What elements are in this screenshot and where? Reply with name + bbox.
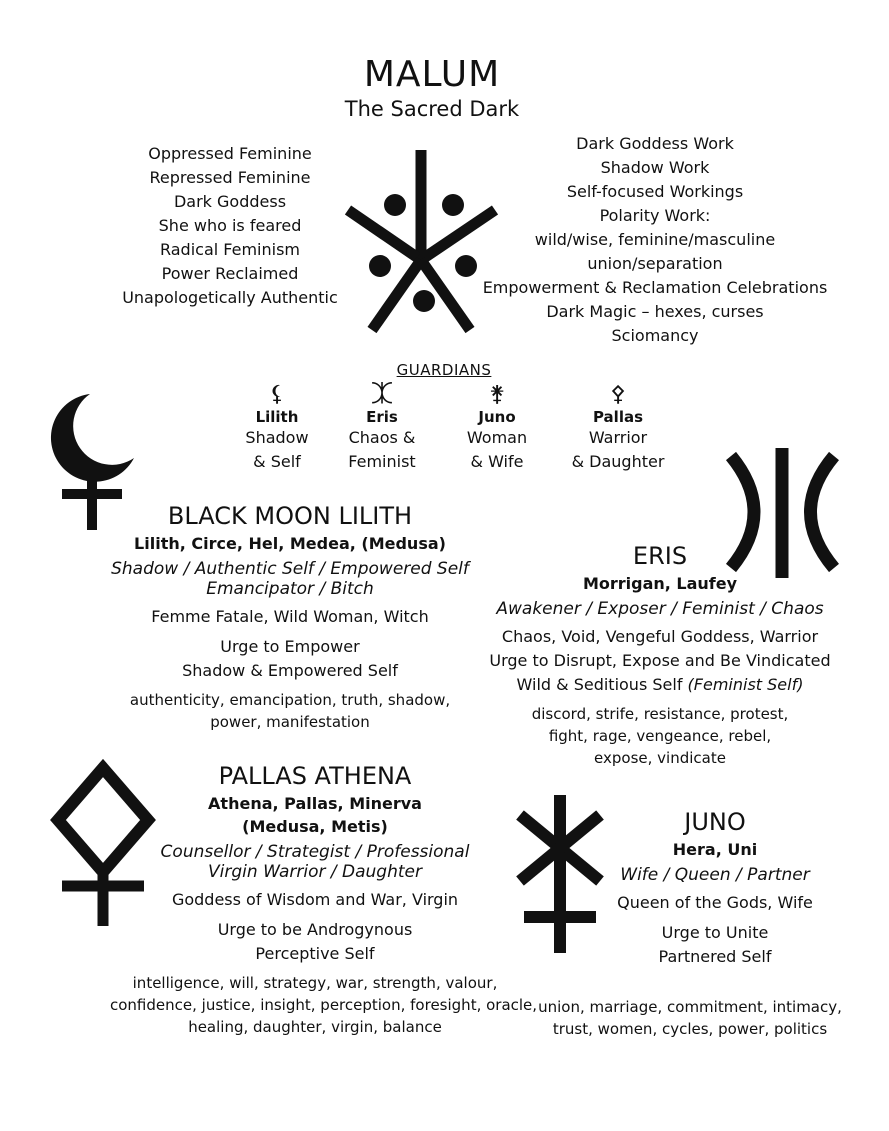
list-item: Repressed Feminine: [149, 168, 311, 187]
list-item: Shadow Work: [600, 158, 710, 177]
pallas-archetypes: Goddess of Wisdom and War, Virgin: [171, 890, 459, 909]
pallas-keywords: intelligence, will, strategy, war, strength, valour,: [132, 974, 498, 992]
eris-names: Morrigan, Laufey: [582, 574, 738, 593]
juno-keywords: union, marriage, commitment, intimacy,: [538, 998, 842, 1016]
list-item: Dark Magic – hexes, curses: [546, 302, 764, 321]
pallas-roles: Virgin Warrior / Daughter: [208, 862, 422, 882]
list-item: Radical Feminism: [159, 240, 300, 259]
page-header: [232, 54, 632, 121]
guardian-name: Pallas: [592, 408, 644, 426]
eris-self: [470, 673, 850, 697]
guardian-name: Lilith: [255, 408, 299, 426]
pallas-section: [110, 762, 538, 1038]
eris-self-text: Wild & Seditious Self: [516, 675, 688, 694]
juno-section: [580, 808, 850, 969]
pallas-urge: Urge to be Androgynous: [217, 920, 413, 939]
guardians-heading: [344, 360, 544, 379]
lilith-title: BLACK MOON LILITH: [167, 502, 413, 530]
lilith-urge: Urge to Empower: [220, 637, 360, 656]
juno-keywords: trust, women, cycles, power, politics: [552, 1020, 828, 1038]
list-item: Self-focused Workings: [566, 182, 744, 201]
guardian-desc: & Wife: [470, 452, 524, 471]
left-attribute-list: [110, 142, 350, 310]
guardian-eris: [327, 382, 437, 474]
eris-keywords: expose, vindicate: [594, 749, 726, 767]
eris-glyph-icon: ⯰: [370, 382, 394, 407]
list-item: Dark Goddess Work: [576, 134, 734, 153]
eris-keywords: discord, strife, resistance, protest,: [531, 705, 789, 723]
pallas-roles: Counsellor / Strategist / Professional: [160, 842, 470, 862]
list-item: union/separation: [587, 254, 723, 273]
list-item: Sciomancy: [611, 326, 699, 345]
juno-names: Hera, Uni: [672, 840, 758, 859]
lilith-roles: Emancipator / Bitch: [206, 579, 374, 599]
list-item: Power Reclaimed: [161, 264, 299, 283]
pallas-title: PALLAS ATHENA: [218, 762, 412, 790]
guardian-juno: [442, 382, 552, 474]
guardian-lilith: [222, 382, 332, 474]
lilith-section: [100, 502, 480, 733]
guardians-heading-text: GUARDIANS: [396, 361, 492, 379]
pallas-names: Athena, Pallas, Minerva: [208, 794, 422, 813]
lilith-glyph-icon: ⚸: [268, 382, 286, 407]
guardian-desc: Warrior: [588, 428, 648, 447]
right-practice-list: [470, 132, 840, 348]
list-item: Empowerment & Reclamation Celebrations: [482, 278, 828, 297]
eris-keywords: fight, rage, vengeance, rebel,: [548, 727, 772, 745]
juno-archetypes: Queen of the Gods, Wife: [617, 893, 813, 912]
list-item: Dark Goddess: [173, 192, 287, 211]
juno-keywords-block: [530, 996, 850, 1040]
lilith-names: Lilith, Circe, Hel, Medea, (Medusa): [134, 534, 446, 553]
list-item: She who is feared: [158, 216, 302, 235]
lilith-roles: Shadow / Authentic Self / Empowered Self: [111, 559, 469, 579]
lilith-keywords: authenticity, emancipation, truth, shadow,: [129, 691, 451, 709]
list-item: Unapologetically Authentic: [122, 288, 338, 307]
guardian-desc: Shadow: [245, 428, 309, 447]
list-item: wild/wise, feminine/masculine: [534, 230, 776, 249]
eris-archetypes: Chaos, Void, Vengeful Goddess, Warrior: [501, 627, 819, 646]
juno-self: Partnered Self: [658, 947, 772, 966]
pallas-self: Perceptive Self: [255, 944, 375, 963]
lilith-archetypes: Femme Fatale, Wild Woman, Witch: [151, 607, 429, 626]
juno-title: JUNO: [684, 808, 746, 836]
lilith-self: Shadow & Empowered Self: [182, 661, 398, 680]
page-title: MALUM: [363, 54, 501, 95]
pallas-keywords: healing, daughter, virgin, balance: [188, 1018, 442, 1036]
guardian-pallas: [563, 382, 673, 474]
lilith-keywords: power, manifestation: [210, 713, 370, 731]
guardian-desc: & Daughter: [571, 452, 665, 471]
list-item: Polarity Work:: [599, 206, 711, 225]
juno-glyph-icon: ⚵: [488, 382, 506, 407]
pallas-names: (Medusa, Metis): [242, 817, 388, 836]
pallas-keywords: confidence, justice, insight, perception, foresight, oracle,: [110, 996, 538, 1014]
guardian-name: Juno: [478, 408, 516, 426]
juno-roles: Wife / Queen / Partner: [620, 865, 810, 885]
eris-urge: Urge to Disrupt, Expose and Be Vindicated: [489, 651, 831, 670]
pallas-glyph-icon: ⚴: [609, 382, 627, 407]
guardian-desc: Feminist: [348, 452, 416, 471]
eris-section: [470, 542, 850, 769]
eris-roles: Awakener / Exposer / Feminist / Chaos: [496, 599, 824, 619]
list-item: Oppressed Feminine: [148, 144, 312, 163]
eris-self-note: (Feminist Self): [687, 675, 804, 694]
guardian-desc: Chaos &: [348, 428, 416, 447]
guardian-desc: & Self: [253, 452, 301, 471]
guardian-desc: Woman: [466, 428, 528, 447]
guardian-name: Eris: [366, 408, 398, 426]
eris-title: ERIS: [632, 542, 688, 570]
juno-urge: Urge to Unite: [661, 923, 769, 942]
page-subtitle: The Sacred Dark: [344, 97, 520, 121]
